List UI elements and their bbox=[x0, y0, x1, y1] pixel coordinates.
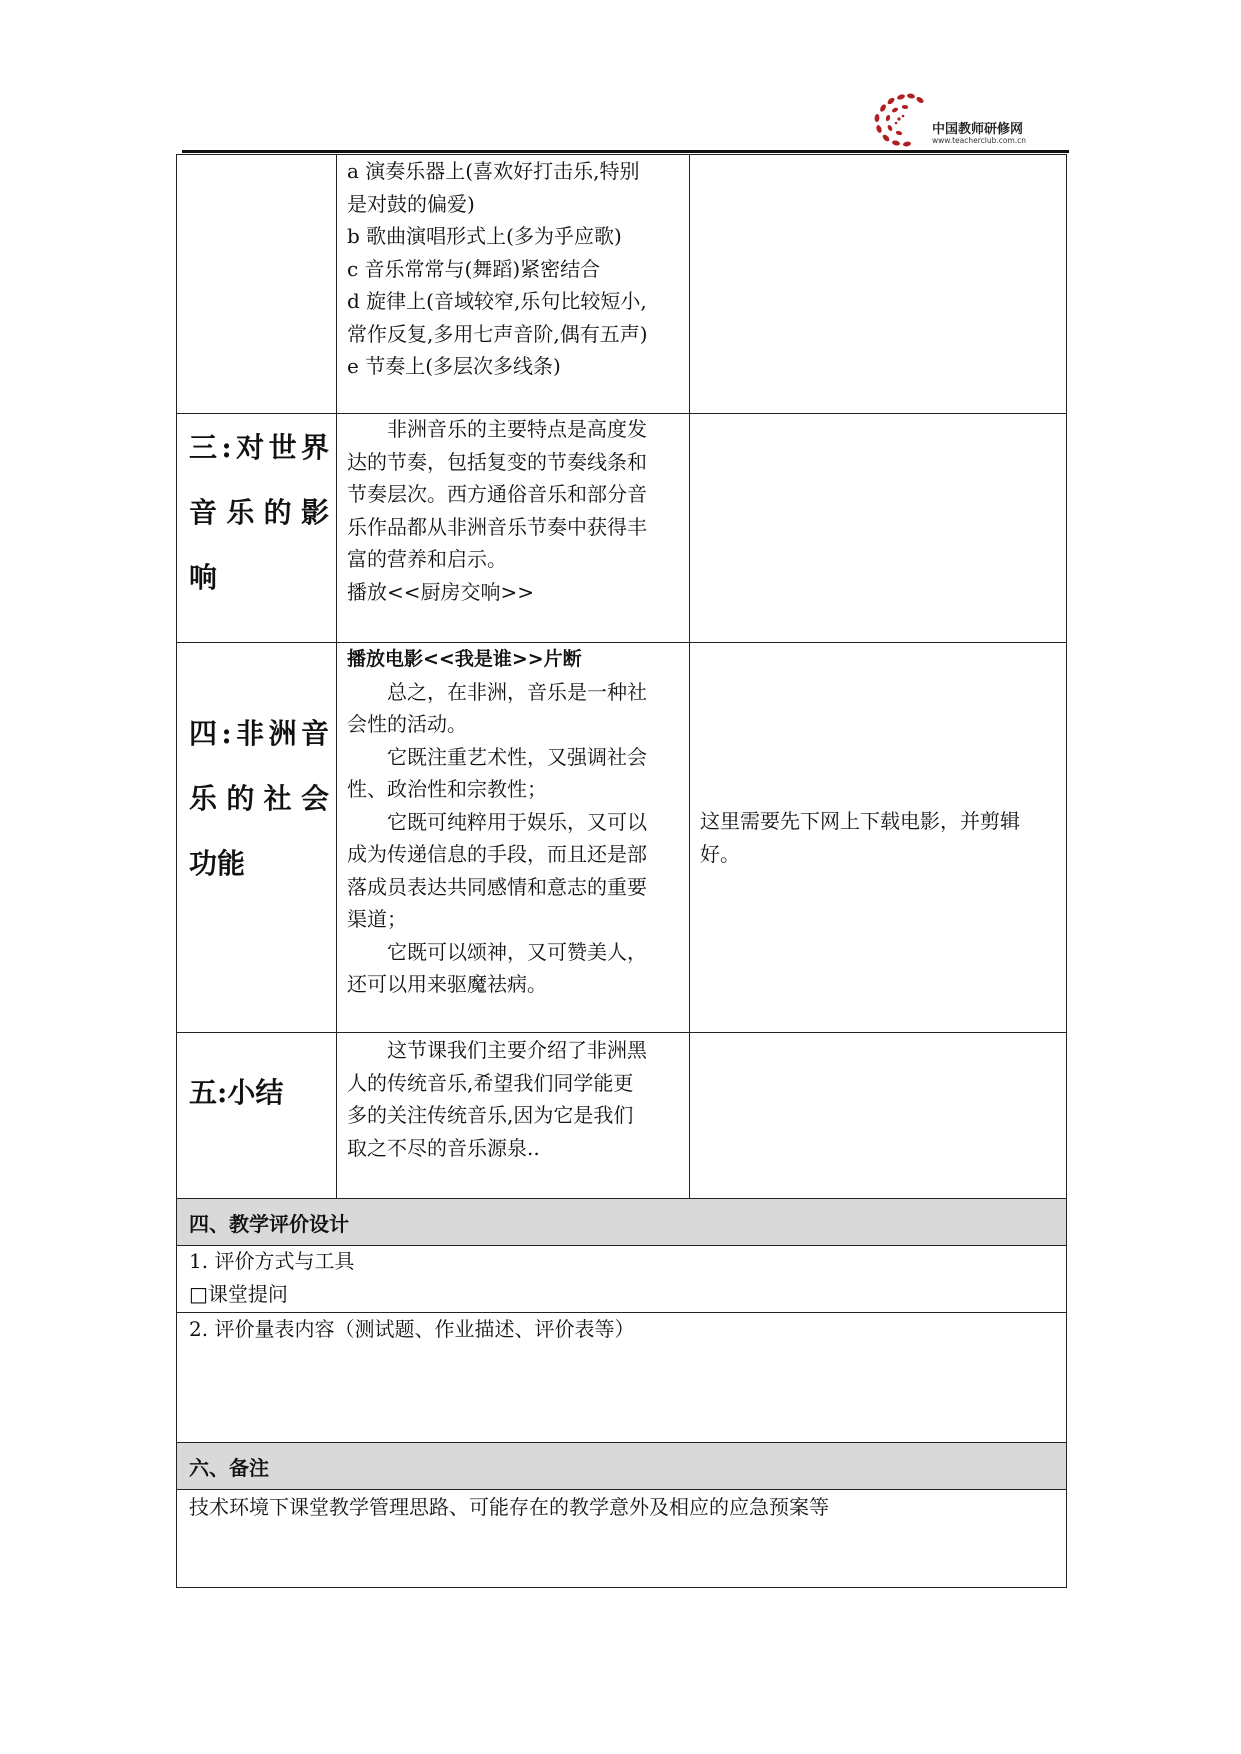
text-line: 取之不尽的音乐源泉.. bbox=[347, 1135, 540, 1160]
stage-line: 四:非洲音 bbox=[189, 717, 329, 750]
text-line: 达的节奏，包括复变的节奏线条和 bbox=[347, 449, 647, 474]
logo-url: www.teacherclub.com.cn bbox=[932, 136, 1027, 145]
notes-header-bg bbox=[177, 1443, 1066, 1489]
divider bbox=[177, 1442, 1066, 1443]
row2-content bbox=[347, 413, 682, 608]
text-line: a 演奏乐器上(喜欢好打击乐,特别 bbox=[347, 159, 640, 183]
eval-item1-title: 1. 评价方式与工具 bbox=[189, 1249, 355, 1273]
teacherclub-logo bbox=[868, 88, 1058, 150]
stage-line: 功能 bbox=[189, 847, 246, 880]
text-line: 播放<<厨房交响>> bbox=[347, 579, 535, 604]
text-line: 乐作品都从非洲音乐节奏中获得丰 bbox=[347, 514, 647, 539]
text-line: 多的关注传统音乐,因为它是我们 bbox=[347, 1103, 634, 1127]
play-film-line: 播放电影<<我是谁>>片断 bbox=[347, 648, 582, 670]
stage-line: 乐的社会 bbox=[189, 782, 329, 815]
header-rule bbox=[182, 150, 1069, 153]
column-divider bbox=[689, 155, 690, 1198]
text-line: 人的传统音乐,希望我们同学能更 bbox=[347, 1070, 634, 1095]
stage-line: 音乐的影 bbox=[189, 496, 329, 529]
text-line: e 节奏上(多层次多线条) bbox=[347, 354, 561, 378]
row4-stage: 五:小结 bbox=[189, 1076, 284, 1109]
text-line: b 歌曲演唱形式上(多为乎应歌) bbox=[347, 224, 622, 248]
notes-section-header: 六、备注 bbox=[189, 1456, 269, 1480]
text-line: 好。 bbox=[700, 841, 740, 866]
stage-line: 三:对世界 bbox=[189, 431, 329, 464]
divider bbox=[177, 1489, 1066, 1490]
logo-flower-icon bbox=[868, 88, 932, 150]
row3-content bbox=[347, 643, 682, 1001]
text-line: 这里需要先下网上下载电影，并剪辑 bbox=[700, 809, 1020, 833]
text-line: 性、政治性和宗教性； bbox=[347, 777, 547, 801]
row1-content bbox=[347, 155, 682, 383]
text-line: 富的营养和启示。 bbox=[347, 547, 507, 571]
text-line: 常作反复,多用七声音阶,偶有五声) bbox=[347, 321, 648, 346]
text-line: 它既可纯粹用于娱乐，又可以 bbox=[387, 809, 647, 834]
text-line: 节奏层次。西方通俗音乐和部分音 bbox=[347, 482, 647, 506]
stage-line: 响 bbox=[189, 561, 218, 594]
eval-section-header: 四、教学评价设计 bbox=[189, 1212, 349, 1236]
text-line: c 音乐常常与(舞蹈)紧密结合 bbox=[347, 256, 601, 281]
text-line: 是对鼓的偏爱) bbox=[347, 191, 475, 216]
divider bbox=[177, 1032, 1066, 1033]
text-line: d 旋律上(音域较窄,乐句比较短小, bbox=[347, 289, 647, 313]
notes-text: 技术环境下课堂教学管理思路、可能存在的教学意外及相应的应急预案等 bbox=[189, 1495, 829, 1519]
text-line: 会性的活动。 bbox=[347, 712, 467, 736]
divider bbox=[177, 1198, 1066, 1199]
text-line: 成为传递信息的手段，而且还是部 bbox=[347, 842, 647, 866]
row4-content bbox=[347, 1034, 682, 1164]
column-divider bbox=[336, 155, 337, 1198]
eval-item1-option: □课堂提问 bbox=[189, 1281, 288, 1306]
logo-name: 中国教师研修网 bbox=[932, 122, 1024, 137]
text-line: 总之，在非洲，音乐是一种社 bbox=[387, 679, 647, 704]
text-line: 这节课我们主要介绍了非洲黑 bbox=[387, 1038, 647, 1062]
row3-note bbox=[700, 805, 1060, 870]
text-line: 它既可以颂神，又可赞美人， bbox=[387, 939, 647, 964]
text-line: 还可以用来驱魔祛病。 bbox=[347, 972, 547, 996]
lesson-plan-table bbox=[176, 154, 1067, 1588]
text-line: 落成员表达共同感情和意志的重要 bbox=[347, 874, 647, 899]
eval-item2-title: 2. 评价量表内容（测试题、作业描述、评价表等） bbox=[189, 1317, 635, 1341]
text-line: 非洲音乐的主要特点是高度发 bbox=[387, 417, 647, 441]
text-line: 渠道； bbox=[347, 907, 407, 931]
text-line: 它既注重艺术性，又强调社会 bbox=[387, 744, 647, 769]
eval-item1 bbox=[189, 1245, 1049, 1310]
